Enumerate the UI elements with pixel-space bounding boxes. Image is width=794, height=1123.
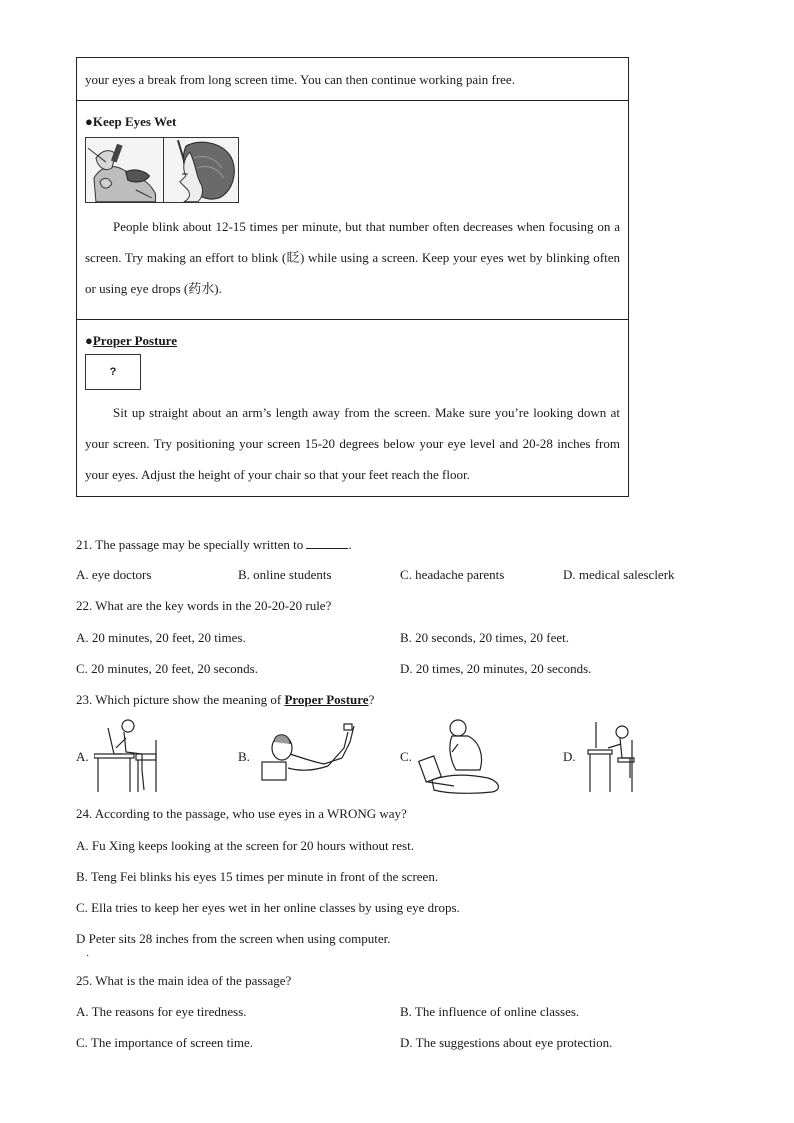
q25-option-b[interactable]: B. The influence of online classes.: [400, 1004, 580, 1019]
q25-option-c[interactable]: C. The importance of screen time.: [76, 1035, 254, 1050]
q24-option-b[interactable]: B. Teng Fei blinks his eyes 15 times per minute in front of the screen.: [76, 869, 439, 884]
q24-option-a[interactable]: A. Fu Xing keeps looking at the screen for 20 hours without rest.: [76, 838, 414, 853]
passage-table: [76, 57, 629, 497]
q23-option-c[interactable]: C.: [400, 749, 412, 764]
q24-option-d[interactable]: D Peter sits 28 inches from the screen when using computer.: [76, 931, 391, 946]
q22-option-b[interactable]: B. 20 seconds, 20 times, 20 feet.: [400, 630, 569, 645]
q23-picture-d-proper-posture[interactable]: [584, 718, 638, 796]
question-25: 25. What is the main idea of the passage?: [76, 973, 292, 988]
eye-drops-illustration-right: [164, 138, 239, 202]
q23-option-d[interactable]: D.: [563, 749, 576, 764]
q22-option-a[interactable]: A. 20 minutes, 20 feet, 20 times.: [76, 630, 246, 645]
keep-eyes-wet-heading: ●Keep Eyes Wet: [85, 114, 177, 129]
answer-blank: [306, 537, 348, 549]
q21-option-c[interactable]: C. headache parents: [400, 567, 505, 582]
q21-option-d[interactable]: D. medical salesclerk: [563, 567, 675, 582]
question-22: 22. What are the key words in the 20-20-20 rule?: [76, 598, 332, 613]
q23-picture-c-sitting-on-floor[interactable]: [418, 716, 510, 796]
passage-intro-cell: [77, 58, 628, 101]
keep-eyes-wet-section: [77, 101, 628, 320]
question-23: 23. Which picture show the meaning of Proper Posture?: [76, 692, 375, 707]
question-21: 21. The passage may be specially written to .: [76, 537, 352, 552]
q23-option-a[interactable]: A.: [76, 749, 89, 764]
stray-dot: ·: [86, 951, 90, 962]
passage-intro-line: your eyes a break from long screen time. You can then continue working pain free.: [85, 72, 515, 87]
q23-option-b[interactable]: B.: [238, 749, 250, 764]
proper-posture-section: [77, 320, 628, 496]
proper-posture-body: Sit up straight about an arm’s length away from the screen. Make sure you’re looking down at your screen. Try positioning your screen 15-20 degrees below your eye level and 20-28 inches from your eyes. Adjust the height of your chair so that your feet reach the floor.: [85, 405, 620, 482]
eye-drops-illustration: [85, 137, 239, 203]
question-24: 24. According to the passage, who use eyes in a WRONG way?: [76, 806, 407, 821]
q22-option-d[interactable]: D. 20 times, 20 minutes, 20 seconds.: [400, 661, 592, 676]
q23-picture-b-lying-with-laptop[interactable]: [258, 718, 358, 790]
q22-option-c[interactable]: C. 20 minutes, 20 feet, 20 seconds.: [76, 661, 258, 676]
q21-option-a[interactable]: A. eye doctors: [76, 567, 152, 582]
missing-picture-placeholder: ?: [85, 354, 141, 390]
eye-drops-illustration-left: [86, 138, 163, 202]
q25-option-d[interactable]: D. The suggestions about eye protection.: [400, 1035, 613, 1050]
q23-picture-a-sitting-at-desk[interactable]: [94, 718, 164, 794]
q21-option-b[interactable]: B. online students: [238, 567, 332, 582]
proper-posture-heading: ●Proper Posture: [85, 333, 177, 348]
q24-option-c[interactable]: C. Ella tries to keep her eyes wet in her online classes by using eye drops.: [76, 900, 460, 915]
q25-option-a[interactable]: A. The reasons for eye tiredness.: [76, 1004, 247, 1019]
keep-eyes-wet-body: People blink about 12-15 times per minute, but that number often decreases when focusing on a screen. Try making an effort to blink (眨) while using a screen. Keep your eyes wet by blinking often or using eye drops (药水).: [85, 219, 620, 296]
